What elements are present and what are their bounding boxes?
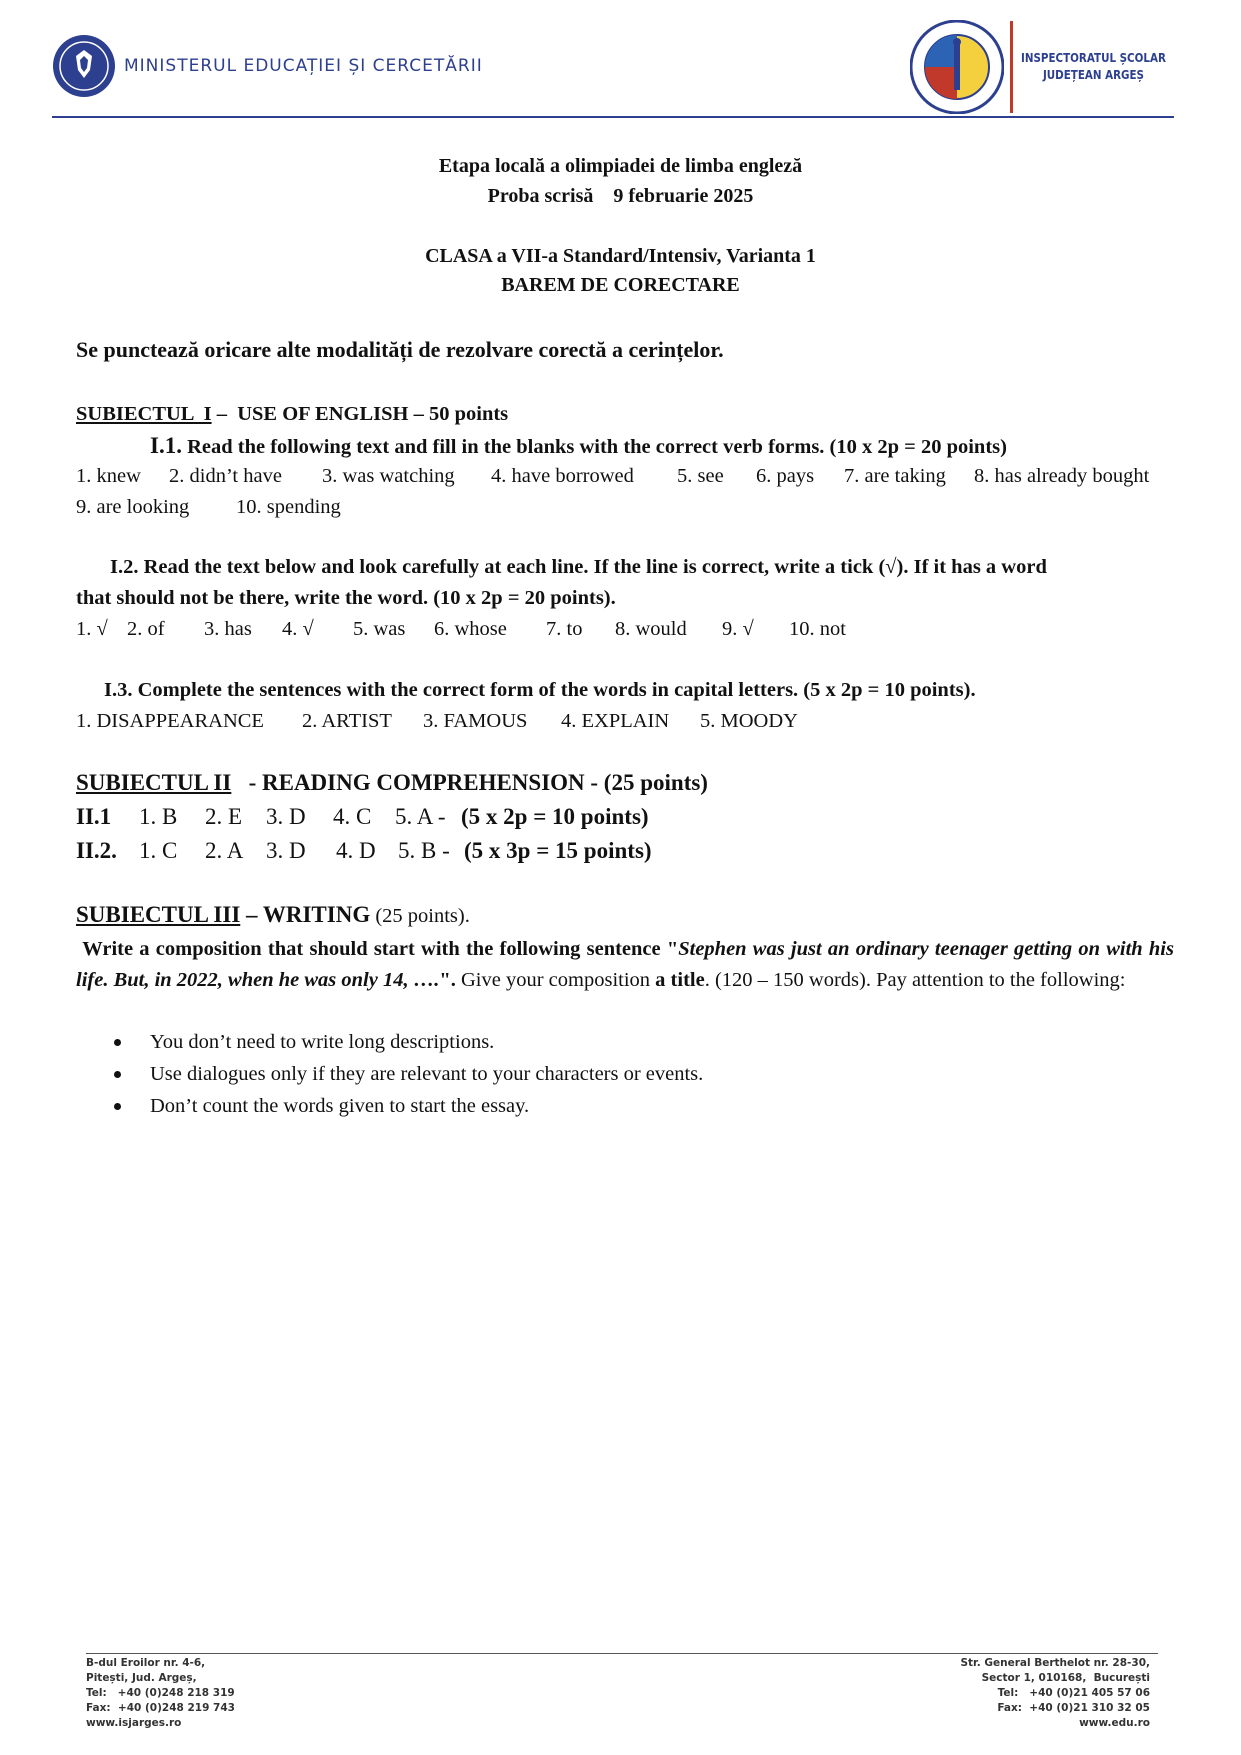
government-seal-icon — [52, 34, 116, 98]
footer-right-address: Str. General Berthelot nr. 28-30, Sector 1, 010168, București Tel: +40 (0)21 405 57 06 Fax: +40 (0)21 310 32 05 www.edu.ro — [938, 1656, 1150, 1731]
inspectorate-name: INSPECTORATUL ȘCOLAR JUDEȚEAN ARGEȘ — [1021, 51, 1166, 82]
inspectorate-seal-icon — [910, 20, 1004, 114]
ministry-name: MINISTERUL EDUCAȚIEI ȘI CERCETĂRII — [124, 56, 483, 76]
i1-answers-row-1 — [0, 465, 1241, 491]
answer: 1. DISAPPEARANCE — [76, 710, 264, 732]
answer: 4. have borrowed — [491, 465, 634, 487]
answer: 3. D — [266, 804, 306, 829]
isj-website-link[interactable]: www.isjarges.ro — [86, 1717, 182, 1729]
answer: 5. see — [677, 465, 724, 487]
scoring-note: Se punctează oricare alte modalități de rezolvare corectă a cerințelor. — [76, 337, 724, 362]
answer: 1. √ — [76, 618, 108, 640]
answer: 7. to — [546, 618, 583, 640]
answer: 2. of — [127, 618, 165, 640]
answer: 10. spending — [236, 496, 341, 518]
i1-instruction: I.1. Read the following text and fill in the blanks with the correct verb forms. (10 x 2p = 20 points) — [150, 433, 1007, 458]
answer: 5. A - — [395, 804, 446, 829]
i1-answers-row-2 — [0, 496, 1241, 522]
writing-guidelines-list — [100, 1026, 703, 1122]
answer: 4. EXPLAIN — [561, 710, 670, 732]
section-2-heading: SUBIECTUL II - READING COMPREHENSION - (25 points) — [76, 770, 708, 795]
title-line-4: BAREM DE CORECTARE — [501, 274, 740, 296]
title-line-2: Proba scrisă 9 februarie 2025 — [487, 185, 754, 207]
i2-instruction-line-2: that should not be there, write the word. (10 x 2p = 20 points). — [76, 587, 616, 609]
footer-left-address: B-dul Eroilor nr. 4-6, Pitești, Jud. Argeș, Tel: +40 (0)248 218 319 Fax: +40 (0)248 219 743 www.isjarges.ro — [86, 1657, 235, 1729]
answer: 1. B — [139, 804, 178, 829]
i3-answers — [0, 710, 1241, 736]
answer: 8. has already bought — [974, 465, 1150, 487]
list-item: Don’t count the words given to start the essay. — [100, 1090, 703, 1122]
answer: 2. didn’t have — [169, 465, 282, 487]
header-rule — [52, 116, 1174, 118]
answer: 5. MOODY — [700, 710, 798, 732]
answer: 3. has — [204, 618, 252, 640]
ii2-answers — [0, 838, 1241, 866]
answer: 10. not — [789, 618, 846, 640]
list-item: You don’t need to write long descriptions. — [100, 1026, 703, 1058]
answer: 2. ARTIST — [302, 710, 392, 732]
answer: 2. A — [205, 838, 244, 863]
inspectorate-header — [910, 20, 1190, 114]
i2-answers — [0, 618, 1241, 644]
answer: 1. C — [139, 838, 178, 863]
ii2-label: II.2. — [76, 838, 117, 863]
list-item: Use dialogues only if they are relevant to your characters or events. — [100, 1058, 703, 1090]
answer: 6. whose — [434, 618, 507, 640]
answer: 1. knew — [76, 465, 141, 487]
ii1-label: II.1 — [76, 804, 112, 829]
answer: 4. D — [336, 838, 376, 863]
ii2-score: (5 x 3p = 15 points) — [464, 838, 652, 863]
answer: 3. was watching — [322, 465, 455, 487]
title-line-3: CLASA a VII-a Standard/Intensiv, Varianta 1 — [425, 245, 816, 267]
answer: 7. are taking — [844, 465, 946, 487]
answer: 8. would — [615, 618, 687, 640]
answer: 9. √ — [722, 618, 754, 640]
answer: 5. was — [353, 618, 406, 640]
ministry-header — [52, 34, 483, 98]
edu-website-link[interactable]: www.edu.ro — [1079, 1717, 1150, 1729]
i3-instruction: I.3. Complete the sentences with the correct form of the words in capital letters. (5 x 2p = 10 points). — [104, 679, 976, 701]
ii1-score: (5 x 2p = 10 points) — [461, 804, 649, 829]
section-3-instructions: Write a composition that should start with the following sentence "Stephen was just an ordinary teenager getting on with his life. But, in 2022, when he was only 14, ….". Give your composition a title. (120 – 150 words). Pay attention to the following: — [76, 938, 1180, 991]
answer: 5. B - — [398, 838, 450, 863]
section-1-heading: SUBIECTUL I – USE OF ENGLISH – 50 points — [76, 403, 509, 425]
answer: 4. C — [333, 804, 372, 829]
answer: 9. are looking — [76, 496, 190, 518]
i2-instruction-line-1: I.2. Read the text below and look carefully at each line. If the line is correct, write a tick (√). If it has a word — [110, 556, 1047, 578]
header-divider — [1010, 21, 1013, 113]
footer-rule — [86, 1653, 1158, 1654]
answer: 3. FAMOUS — [423, 710, 528, 732]
answer: 6. pays — [756, 465, 815, 487]
title-line-1: Etapa locală a olimpiadei de limba engleză — [438, 155, 803, 177]
answer: 4. √ — [282, 618, 314, 640]
answer: 3. D — [266, 838, 306, 863]
section-3-heading: SUBIECTUL III – WRITING (25 points). — [76, 902, 470, 927]
answer: 2. E — [205, 804, 243, 829]
ii1-answers — [0, 804, 1241, 832]
